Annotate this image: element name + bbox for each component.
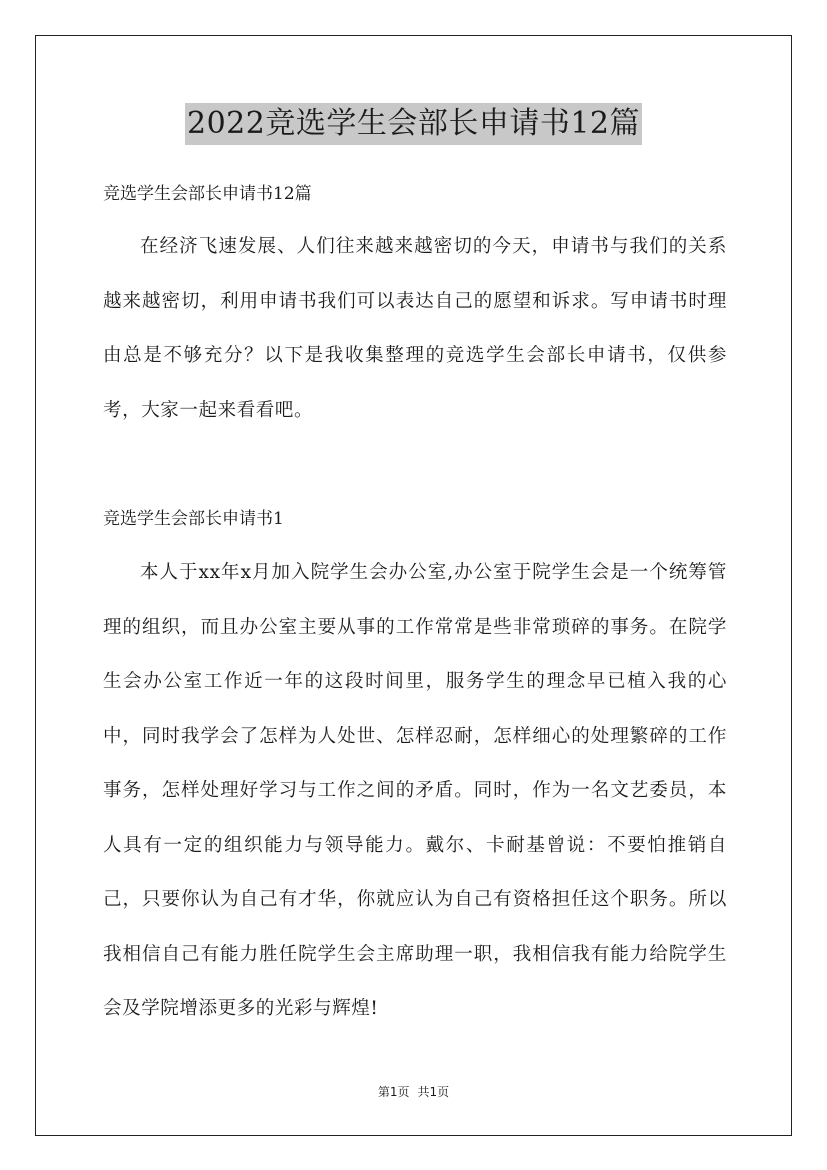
page-number-total: 共1页 — [417, 1085, 450, 1099]
page-footer — [0, 1084, 827, 1100]
page-number-current: 第1页 — [377, 1085, 410, 1099]
title-container — [0, 103, 827, 145]
section-1-heading: 竞选学生会部长申请书1 — [103, 509, 284, 529]
section-1-paragraph: 本人于xx年x月加入院学生会办公室,办公室于院学生会是一个统筹管理的组织，而且办公室主要从事的工作常常是些非常琐碎的事务。在院学生会办公室工作近一年的这段时间里，服务学生的理念早已植入我的心中，同时我学会了怎样为人处世、怎样忍耐，怎样细心的处理繁碎的工作事务，怎样处理好学习与工作之间的矛盾。同时，作为一名文艺委员，本人具有一定的组织能力与领导能力。戴尔、卡耐基曾说：不要怕推销自己，只要你认为自己有才华，你就应认为自己有资格担任这个职务。所以我相信自己有能力胜任院学生会主席助理一职，我相信我有能力给院学生会及学院增添更多的光彩与辉煌! — [103, 562, 727, 1019]
document-title: 2022竞选学生会部长申请书12篇 — [185, 103, 642, 145]
intro-heading: 竞选学生会部长申请书12篇 — [103, 184, 312, 204]
intro-paragraph: 在经济飞速发展、人们往来越来越密切的今天，申请书与我们的关系越来越密切，利用申请书我们可以表达自己的愿望和诉求。写申请书时理由总是不够充分？以下是我收集整理的竞选学生会部长申请书，仅供参考，大家一起来看看吧。 — [103, 236, 727, 421]
